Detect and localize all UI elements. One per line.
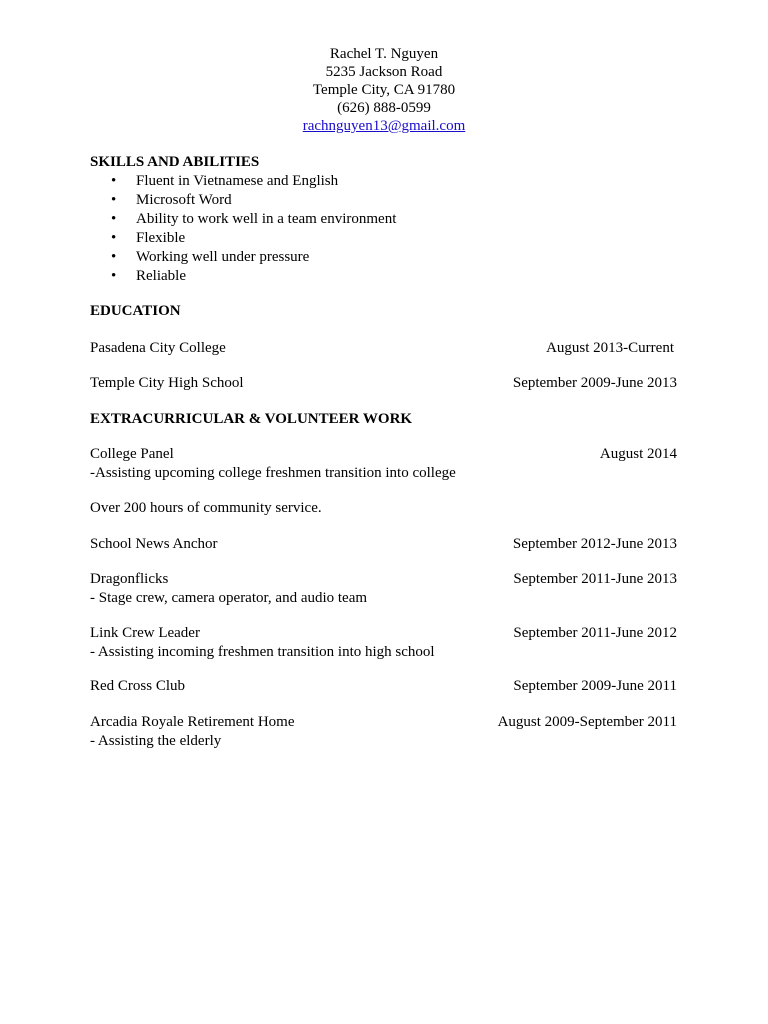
bullet-icon: • xyxy=(111,172,117,189)
bullet-icon: • xyxy=(111,191,117,208)
activity-name: School News Anchor xyxy=(90,536,218,552)
entry-date: September 2009-June 2013 xyxy=(512,375,677,391)
bullet-icon: • xyxy=(111,267,117,284)
entry-date: August 2014 xyxy=(599,446,677,462)
skills-list-item: • Working well under pressure xyxy=(111,248,310,265)
school-name: Pasadena City College xyxy=(90,340,226,356)
activity-detail: - Assisting incoming freshmen transition into high school xyxy=(90,643,435,660)
contact-name: Rachel T. Nguyen xyxy=(329,46,439,62)
activity-entry xyxy=(90,535,677,554)
activity-name: Over 200 hours of community service. xyxy=(90,500,322,516)
bullet-icon: • xyxy=(111,229,117,246)
skills-list-item: • Flexible xyxy=(111,229,186,246)
contact-email-link[interactable]: rachnguyen13@gmail.com xyxy=(302,118,466,134)
bullet-icon: • xyxy=(111,210,117,227)
entry-date: August 2013-Current xyxy=(546,340,674,356)
contact-header xyxy=(0,45,768,135)
entry-date: August 2009-September 2011 xyxy=(497,714,677,730)
activity-detail: - Stage crew, camera operator, and audio team xyxy=(90,589,368,606)
activity-entry xyxy=(90,445,677,482)
activity-name: Dragonflicks xyxy=(90,571,169,587)
skills-list-item: • Fluent in Vietnamese and English xyxy=(111,172,339,189)
activity-name: Link Crew Leader xyxy=(90,625,200,641)
bullet-icon: • xyxy=(111,248,117,265)
skills-heading: SKILLS AND ABILITIES xyxy=(90,154,260,170)
skills-list-item: • Ability to work well in a team environment xyxy=(111,210,397,227)
entry-date: September 2009-June 2011 xyxy=(513,678,677,694)
activity-entry xyxy=(90,570,677,607)
skills-list-item: • Microsoft Word xyxy=(111,191,232,208)
activity-entry xyxy=(90,624,677,661)
activity-detail: -Assisting upcoming college freshmen transition into college xyxy=(90,464,456,481)
education-entry xyxy=(90,339,677,358)
activity-detail: - Assisting the elderly xyxy=(90,732,222,749)
activity-name: College Panel xyxy=(90,446,174,462)
skills-list xyxy=(90,172,677,286)
skills-list-item: • Reliable xyxy=(111,267,186,284)
activity-name: Red Cross Club xyxy=(90,678,186,694)
activity-entry xyxy=(90,677,677,696)
entry-date: September 2011-June 2013 xyxy=(513,571,677,587)
contact-phone: (626) 888-0599 xyxy=(337,100,431,116)
school-name: Temple City High School xyxy=(90,375,244,391)
entry-date: September 2012-June 2013 xyxy=(512,536,677,552)
activity-name: Arcadia Royale Retirement Home xyxy=(90,714,295,730)
education-heading: EDUCATION xyxy=(90,303,181,319)
entry-date: September 2011-June 2012 xyxy=(513,625,677,641)
education-entry xyxy=(90,374,677,393)
activity-entry xyxy=(90,713,677,750)
contact-street: 5235 Jackson Road xyxy=(325,64,443,80)
activity-entry xyxy=(90,499,677,518)
contact-city: Temple City, CA 91780 xyxy=(312,82,456,98)
extracurricular-heading: EXTRACURRICULAR & VOLUNTEER WORK xyxy=(90,411,413,427)
skills-section xyxy=(90,153,677,286)
